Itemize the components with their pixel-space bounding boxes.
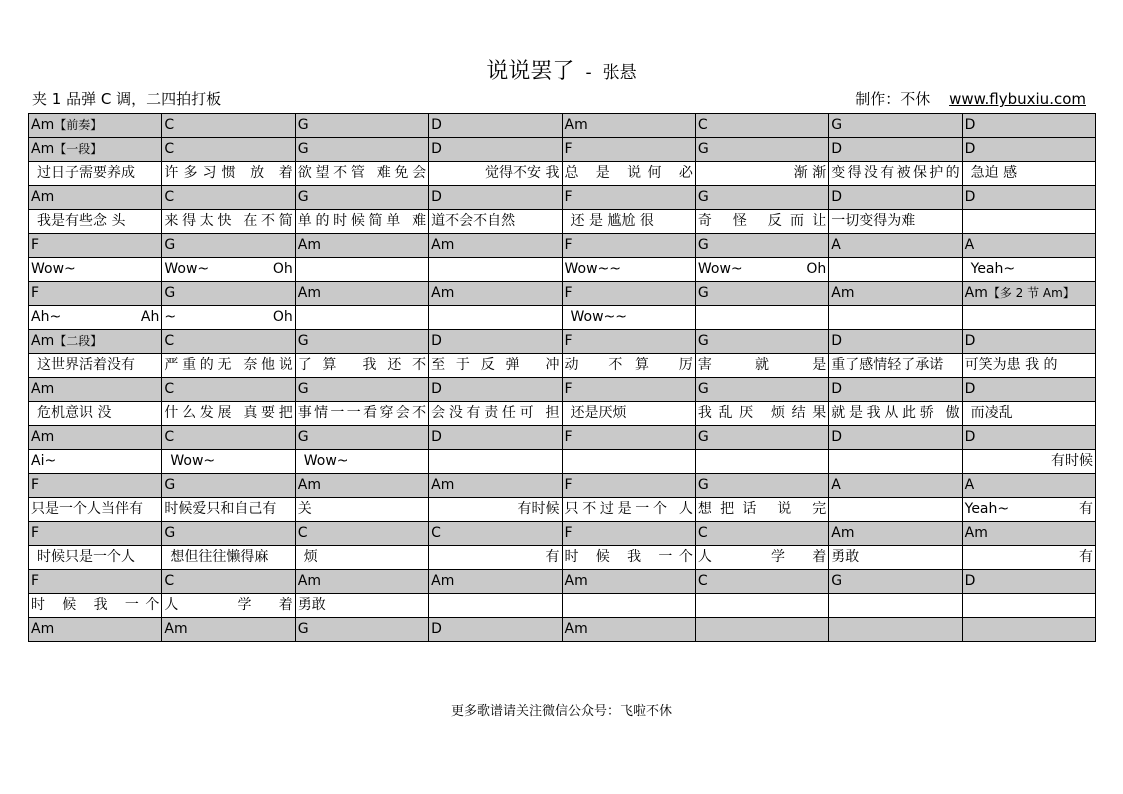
lyric-cell: Wow~~ <box>562 258 695 282</box>
chord-cell: A <box>829 474 962 498</box>
chord-cell <box>829 618 962 642</box>
lyric-cell: 单的时候简单 难 <box>295 210 428 234</box>
chord-cell: Am <box>562 618 695 642</box>
lyric-cell: 只是一个人当伴有 <box>29 498 162 522</box>
chord-cell: G <box>295 618 428 642</box>
chord-cell: C <box>162 138 295 162</box>
lyric-cell: 动 不算 厉 <box>562 354 695 378</box>
lyric-cell: 来得太快 在不简 <box>162 210 295 234</box>
lyric-cell: 重了感情轻了承诺 <box>829 354 962 378</box>
lyric-cell: 道不会不自然 <box>429 210 562 234</box>
website-link[interactable]: www.flybuxiu.com <box>949 90 1086 108</box>
chord-cell: D <box>829 186 962 210</box>
chord-cell: F <box>562 282 695 306</box>
chord-cell: G <box>695 330 828 354</box>
chord-cell: D <box>962 378 1095 402</box>
chord-cell: C <box>162 378 295 402</box>
title-dash: - <box>585 63 592 83</box>
chord-cell: C <box>695 114 828 138</box>
lyric-cell: 人 学着 <box>695 546 828 570</box>
lyric-row <box>29 594 1096 618</box>
chord-row <box>29 474 1096 498</box>
chord-cell: G <box>162 474 295 498</box>
chord-cell: Am <box>829 522 962 546</box>
lyric-cell: Ah~ Ah <box>29 306 162 330</box>
chord-row <box>29 234 1096 258</box>
chord-cell: F <box>562 378 695 402</box>
chord-row <box>29 114 1096 138</box>
section-tag: 【前奏】 <box>54 118 103 132</box>
chord-row <box>29 378 1096 402</box>
chord-row <box>29 186 1096 210</box>
lyric-row <box>29 498 1096 522</box>
lyric-cell <box>695 306 828 330</box>
lyric-cell: 时候爱只和自己有 <box>162 498 295 522</box>
chord-cell: G <box>695 234 828 258</box>
chord-cell: Am <box>29 186 162 210</box>
lyric-cell: Ai~ <box>29 450 162 474</box>
chord-row <box>29 282 1096 306</box>
lyric-cell: Wow~ <box>295 450 428 474</box>
chord-cell: D <box>429 330 562 354</box>
lyric-cell: 还 是 尴尬 很 <box>562 210 695 234</box>
chord-cell: G <box>295 138 428 162</box>
chord-cell: F <box>29 282 162 306</box>
chord-cell: D <box>429 618 562 642</box>
chord-cell: Am <box>429 474 562 498</box>
lyric-row <box>29 546 1096 570</box>
lyric-cell: 急迫 感 <box>962 162 1095 186</box>
lyric-cell <box>295 258 428 282</box>
section-tag: 【多 2 节 Am】 <box>987 286 1075 300</box>
lyric-cell: 烦 <box>295 546 428 570</box>
lyric-cell: 了算 我还不 <box>295 354 428 378</box>
lyric-cell: 过日子需要养成 <box>29 162 162 186</box>
lyric-cell <box>695 450 828 474</box>
lyric-cell: 人 学着 <box>162 594 295 618</box>
lyric-cell <box>295 306 428 330</box>
chord-cell: A <box>829 234 962 258</box>
chord-cell: Am <box>962 522 1095 546</box>
chord-name: Am <box>31 141 55 157</box>
chord-cell: C <box>695 522 828 546</box>
section-tag: 【一段】 <box>54 142 103 156</box>
lyric-cell: Wow~ Oh <box>162 258 295 282</box>
chord-cell: Am <box>562 114 695 138</box>
chord-cell: G <box>695 474 828 498</box>
lyric-cell: 害 就 是 <box>695 354 828 378</box>
lyric-cell: 勇敢 <box>295 594 428 618</box>
chord-cell: Am <box>29 618 162 642</box>
chord-cell: D <box>829 330 962 354</box>
chord-cell: F <box>562 138 695 162</box>
lyric-cell: 有时候 <box>429 498 562 522</box>
chord-cell: C <box>162 114 295 138</box>
lyric-cell <box>695 594 828 618</box>
chord-cell: C <box>429 522 562 546</box>
lyric-cell: 觉得不安 我 <box>429 162 562 186</box>
lyric-row <box>29 450 1096 474</box>
chord-cell: D <box>429 114 562 138</box>
chord-cell <box>29 138 162 162</box>
lyric-cell <box>429 450 562 474</box>
song-title: 说说罢了 <box>486 59 575 84</box>
lyric-cell: 有 <box>429 546 562 570</box>
lyric-cell: 总 是 说何 必 <box>562 162 695 186</box>
lyric-row <box>29 162 1096 186</box>
chord-cell: F <box>29 522 162 546</box>
lyric-cell: 时 候 我 一个 <box>562 546 695 570</box>
chord-cell: Am <box>429 282 562 306</box>
lyric-cell: 什么发展 真要把 <box>162 402 295 426</box>
chord-cell <box>29 330 162 354</box>
chord-cell: D <box>429 138 562 162</box>
chord-cell: Am <box>295 234 428 258</box>
lyric-cell: Wow~ <box>162 450 295 474</box>
lyric-cell <box>562 450 695 474</box>
chord-cell: F <box>29 474 162 498</box>
lyric-cell: 想但往往懒得麻 <box>162 546 295 570</box>
lyric-cell: 严重的无 奈他说 <box>162 354 295 378</box>
lyric-cell: Wow~ <box>29 258 162 282</box>
chord-cell: G <box>162 282 295 306</box>
chord-cell: A <box>962 474 1095 498</box>
lyric-cell <box>429 306 562 330</box>
chord-cell: F <box>562 474 695 498</box>
lyric-cell: 这世界活着没有 <box>29 354 162 378</box>
lyric-cell: 只不过是一个 人 <box>562 498 695 522</box>
chord-cell: G <box>295 426 428 450</box>
chord-cell: F <box>29 570 162 594</box>
lyric-cell: 许多习惯 放 着 <box>162 162 295 186</box>
lyric-cell: 危机意识 没 <box>29 402 162 426</box>
lyric-cell: 奇 怪 反而让 <box>695 210 828 234</box>
chord-cell: D <box>829 138 962 162</box>
lyric-row <box>29 258 1096 282</box>
chord-cell: D <box>429 426 562 450</box>
lyric-cell: 会没有责任可 担 <box>429 402 562 426</box>
lyric-cell: 变得没有被保护的 <box>829 162 962 186</box>
chord-cell: G <box>695 138 828 162</box>
chord-cell: F <box>29 234 162 258</box>
capo-info: 夹 1 品弹 C 调，二四拍打板 <box>32 90 222 108</box>
lyric-cell: 时 候 我 一个 <box>29 594 162 618</box>
lyric-cell: Yeah~ 有 <box>962 498 1095 522</box>
chord-cell: G <box>695 282 828 306</box>
lyric-cell: 就是我从此骄 傲 <box>829 402 962 426</box>
chord-sheet-table <box>28 113 1096 642</box>
song-title-line <box>0 54 1123 85</box>
chord-cell: Am <box>29 378 162 402</box>
chord-cell: G <box>829 570 962 594</box>
lyric-row <box>29 402 1096 426</box>
chord-cell: Am <box>295 282 428 306</box>
chord-cell <box>962 618 1095 642</box>
lyric-cell <box>829 306 962 330</box>
chord-cell: G <box>162 522 295 546</box>
chord-cell: G <box>295 186 428 210</box>
chord-cell: Am <box>295 474 428 498</box>
chord-cell: G <box>295 114 428 138</box>
chord-row <box>29 618 1096 642</box>
chord-row <box>29 522 1096 546</box>
chord-cell <box>962 282 1095 306</box>
chord-cell: F <box>562 522 695 546</box>
chord-name: Am <box>31 117 55 133</box>
chord-cell: Am <box>295 570 428 594</box>
chord-row <box>29 330 1096 354</box>
chord-cell: Am <box>562 570 695 594</box>
chord-cell: F <box>562 234 695 258</box>
lyric-cell: Wow~~ <box>562 306 695 330</box>
lyric-cell: Wow~ Oh <box>695 258 828 282</box>
chord-row <box>29 426 1096 450</box>
lyric-cell: 渐 渐 <box>695 162 828 186</box>
chord-cell: Am <box>162 618 295 642</box>
section-tag: 【二段】 <box>54 334 103 348</box>
footer-note: 更多歌谱请关注微信公众号：飞啦不休 <box>450 704 672 719</box>
chord-cell: D <box>829 426 962 450</box>
chord-cell: C <box>162 570 295 594</box>
chord-cell: D <box>962 330 1095 354</box>
lyric-cell: 我是有些念 头 <box>29 210 162 234</box>
lyric-row <box>29 354 1096 378</box>
chord-row <box>29 570 1096 594</box>
lyric-cell <box>829 498 962 522</box>
chord-cell: G <box>695 186 828 210</box>
chord-cell <box>695 618 828 642</box>
lyric-cell: 关 <box>295 498 428 522</box>
chord-cell: F <box>562 186 695 210</box>
lyric-cell <box>829 450 962 474</box>
lyric-cell: 而凌乱 <box>962 402 1095 426</box>
lyric-cell <box>829 258 962 282</box>
chord-cell: D <box>829 378 962 402</box>
lyric-cell <box>962 594 1095 618</box>
lyric-cell: 可笑为患 我 的 <box>962 354 1095 378</box>
chord-cell: F <box>562 330 695 354</box>
lyric-cell: 想把话 说 完 <box>695 498 828 522</box>
chord-cell: Am <box>829 282 962 306</box>
lyric-cell <box>429 258 562 282</box>
lyric-cell: 有时候 <box>962 450 1095 474</box>
lyric-cell: 一切变得为难 <box>829 210 962 234</box>
chord-cell: Am <box>29 426 162 450</box>
chord-cell: G <box>295 330 428 354</box>
lyric-cell <box>962 306 1095 330</box>
chord-cell: Am <box>429 570 562 594</box>
chord-cell: D <box>429 186 562 210</box>
maker-label: 制作：不休 <box>855 90 931 108</box>
lyric-cell: 时候只是一个人 <box>29 546 162 570</box>
chord-cell: D <box>962 114 1095 138</box>
chord-cell: G <box>295 378 428 402</box>
chord-name: Am <box>31 333 55 349</box>
lyric-cell: Yeah~ <box>962 258 1095 282</box>
chord-cell: C <box>162 426 295 450</box>
lyric-cell <box>962 210 1095 234</box>
chord-cell: D <box>429 378 562 402</box>
lyric-cell: 还是厌烦 <box>562 402 695 426</box>
chord-cell: F <box>562 426 695 450</box>
chord-cell: D <box>962 186 1095 210</box>
chord-cell: Am <box>429 234 562 258</box>
chord-cell: C <box>162 186 295 210</box>
lyric-row <box>29 306 1096 330</box>
lyric-cell: 事情一一看穿会不 <box>295 402 428 426</box>
chord-cell: D <box>962 570 1095 594</box>
maker-info <box>855 88 1086 109</box>
chord-cell: A <box>962 234 1095 258</box>
chord-row <box>29 138 1096 162</box>
chord-cell <box>29 114 162 138</box>
chord-cell: G <box>695 426 828 450</box>
lyric-cell: 我乱厌 烦结果 <box>695 402 828 426</box>
lyric-cell <box>829 594 962 618</box>
chord-cell: G <box>162 234 295 258</box>
lyric-cell: 勇敢 <box>829 546 962 570</box>
chord-cell: C <box>295 522 428 546</box>
lyric-row <box>29 210 1096 234</box>
lyric-cell: ~ Oh <box>162 306 295 330</box>
chord-cell: D <box>962 426 1095 450</box>
lyric-cell: 至于反弹 冲 <box>429 354 562 378</box>
lyric-cell <box>429 594 562 618</box>
chord-cell: G <box>829 114 962 138</box>
chord-cell: G <box>695 378 828 402</box>
chord-name: Am <box>964 285 988 301</box>
chord-cell: C <box>695 570 828 594</box>
lyric-cell: 欲望不管 难免会 <box>295 162 428 186</box>
chord-cell: C <box>162 330 295 354</box>
lyric-cell: 有 <box>962 546 1095 570</box>
chord-cell: D <box>962 138 1095 162</box>
artist-name: 张悬 <box>602 63 637 83</box>
lyric-cell <box>562 594 695 618</box>
